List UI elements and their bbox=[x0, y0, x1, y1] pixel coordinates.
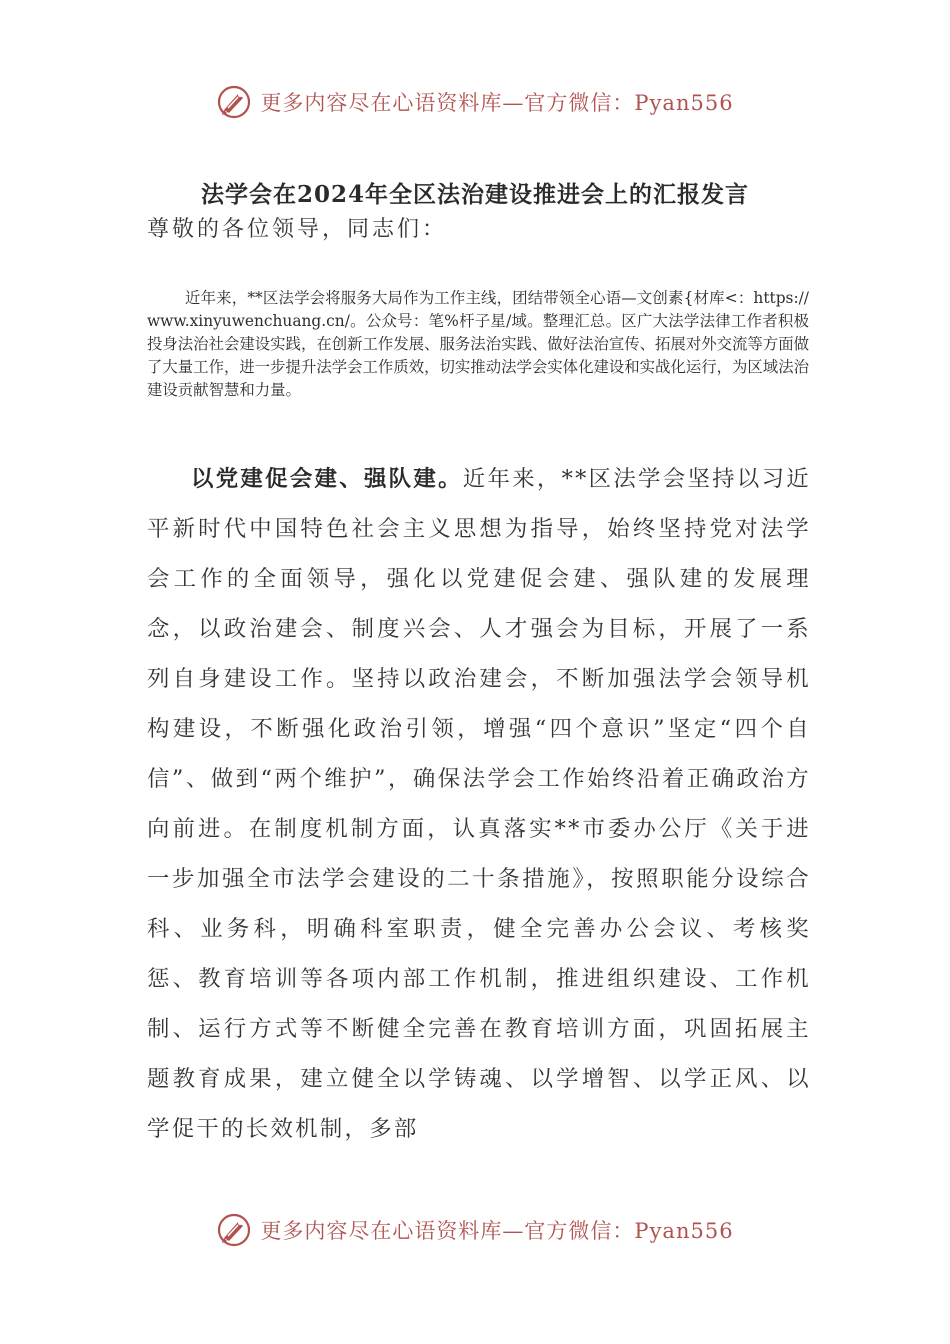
header-banner-text: 更多内容尽在心语资料库—官方微信：Pyan556 bbox=[260, 91, 734, 115]
section-heading: 以党建促会建、强队建。 bbox=[191, 466, 463, 492]
section-body: 近年来，**区法学会坚持以习近平新时代中国特色社会主义思想为指导，始终坚持党对法学会工作的全面领导，强化以党建促会建、强队建的发展理念，以政治建会、制度兴会、人才强会为目标，开展了一系列自身建设工作。坚持以政治建会，不断加强法学会领导机构建设，不断强化政治引领，增强“四个意识”坚定“四个自信”、做到“两个维护”，确保法学会工作始终沿着正确政治方向前进。在制度机制方面，认真落实**市委办公厅《关于进一步加强全市法学会建设的二十条措施》，按照职能分设综合科、业务科，明确科室职责，健全完善办公会议、考核奖惩、教育培训等各项内部工作机制，推进组织建设、工作机制、运行方式等不断健全完善在教育培训方面，巩固拓展主题教育成果，建立健全以学铸魂、以学增智、以学正风、以学促干的长效机制，多部 bbox=[147, 466, 811, 1142]
greeting: 尊敬的各位领导，同志们： bbox=[147, 217, 448, 242]
footer-banner-text: 更多内容尽在心语资料库—官方微信：Pyan556 bbox=[260, 1219, 734, 1243]
intro-paragraph: 近年来，**区法学会将服务大局作为工作主线，团结带领全心语—文创素{材库<：https://www.xinyuwenchuang.cn/。公众号：笔%杆子星/域。整理汇总。区广大法学法律工作者积极投身法治社会建设实践，在创新工作发展、服务法治实践、做好法治宣传、拓展对外交流等方面做了大量工作，进一步提升法学会工作质效，切实推动法学会实体化建设和实战化运行，为区域法治建设贡献智慧和力量。 bbox=[147, 289, 809, 399]
footer-banner bbox=[0, 1208, 950, 1252]
pen-nib-circle-logo-icon bbox=[216, 1212, 252, 1248]
pen-nib-circle-logo-icon bbox=[216, 84, 252, 120]
header-banner bbox=[0, 80, 950, 124]
document-title: 法学会在2024年全区法治建设推进会上的汇报发言 bbox=[200, 181, 749, 208]
body-paragraph bbox=[147, 454, 811, 1154]
